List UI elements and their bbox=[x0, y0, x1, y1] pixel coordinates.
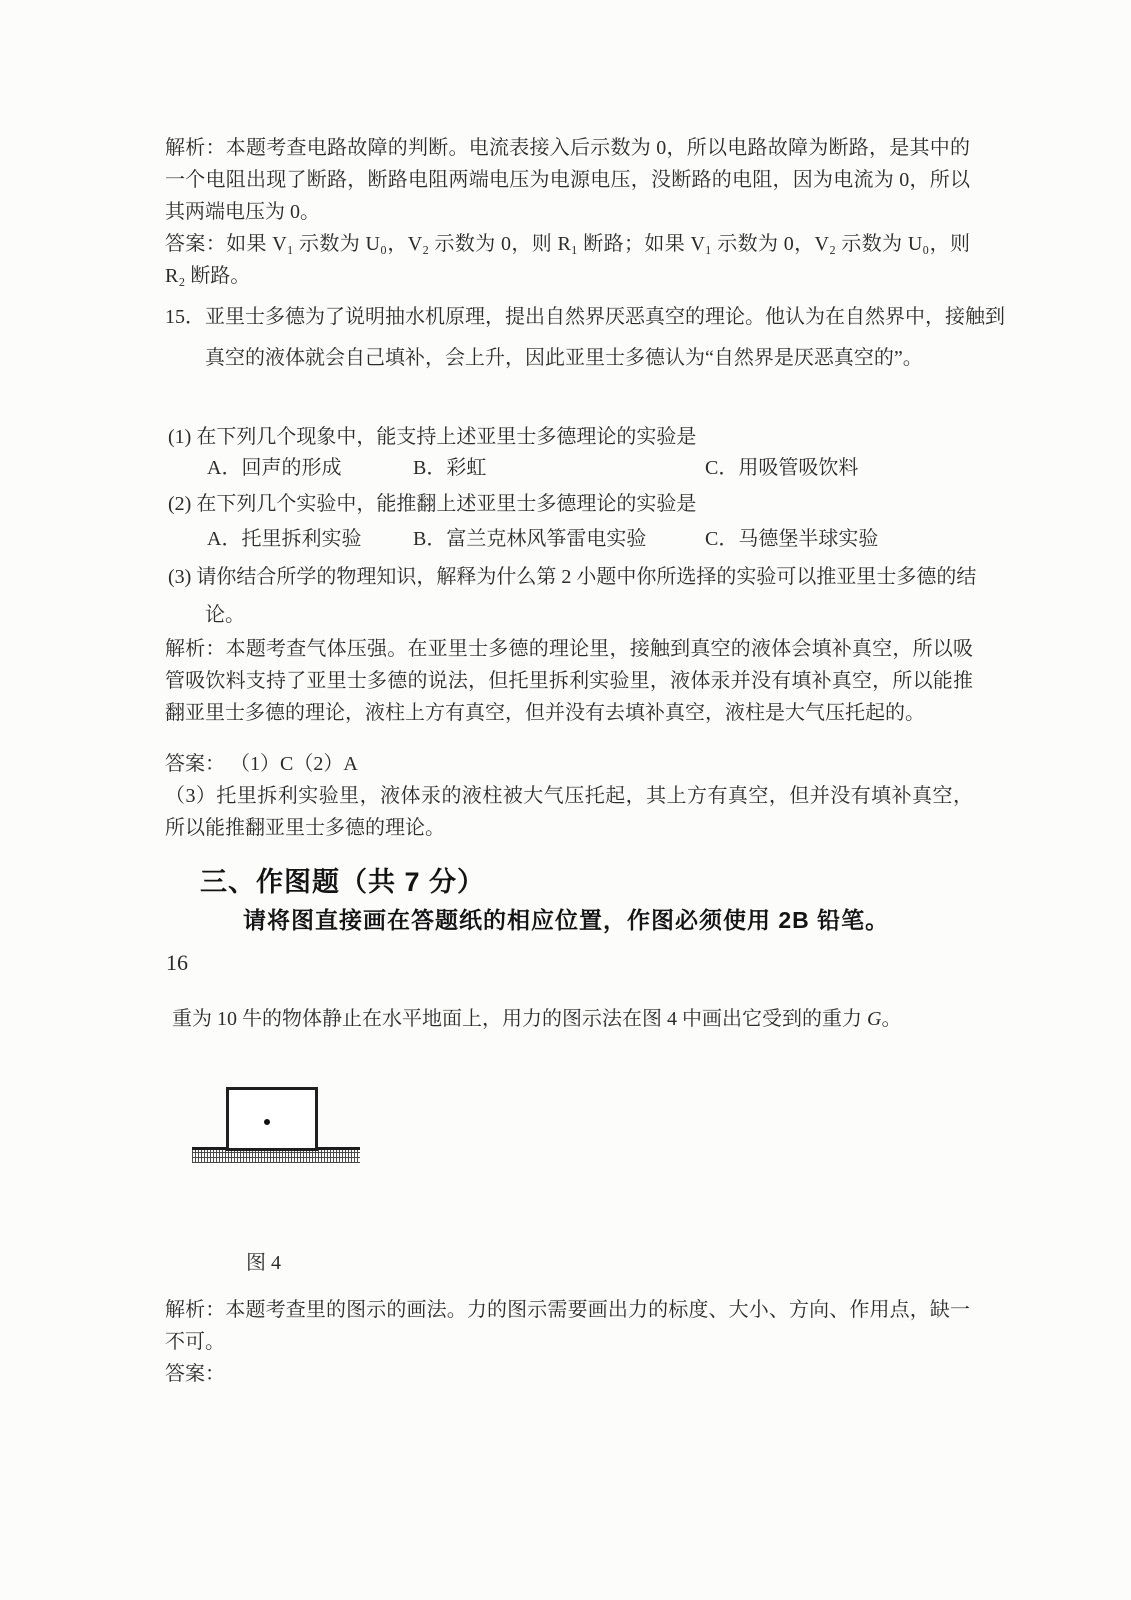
q16-solution-block bbox=[165, 1294, 970, 1390]
option-c: C．用吸管吸饮料 bbox=[705, 457, 859, 479]
question-15-sub1: (1) 在下列几个现象中，能支持上述亚里士多德理论的实验是 bbox=[168, 426, 697, 448]
option-a: A．回声的形成 bbox=[207, 457, 342, 479]
option-a: A．托里拆利实验 bbox=[207, 528, 362, 550]
option-b: B．富兰克林风筝雷电实验 bbox=[413, 528, 647, 550]
q16-answer-label: 答案： bbox=[165, 1363, 225, 1385]
question-15-number: 15． bbox=[165, 306, 205, 328]
option-b: B．彩虹 bbox=[413, 457, 487, 479]
question-15-stem: 亚里士多德为了说明抽水机原理，提出自然界厌恶真空的理论。他认为在自然界中，接触到真空的液体就会自己填补，会上升，因此亚里士多德认为“自然界是厌恶真空的”。 bbox=[205, 306, 1005, 369]
section-heading: 三、作图题（共 7 分） bbox=[200, 867, 486, 897]
figure-object-box bbox=[226, 1087, 318, 1151]
question-16-stem-end: 。 bbox=[881, 1008, 902, 1030]
question-15-sub2-options bbox=[165, 522, 975, 552]
q15-answer-line2: （3）托里拆利实验里，液体汞的液柱被大气压托起，其上方有真空，但并没有填补真空，所以能推翻亚里士多德的理论。 bbox=[165, 785, 973, 839]
question-15-sub3: (3) 请你结合所学的物理知识，解释为什么第 2 小题中你所选择的实验可以推亚里士多德的结论。 bbox=[168, 566, 977, 626]
gravity-symbol: G bbox=[867, 1008, 882, 1030]
q16-analysis-paragraph: 解析：本题考查里的图示的画法。力的图示需要画出力的标度、大小、方向、作用点，缺一不可。 bbox=[165, 1299, 970, 1353]
figure-caption: 图 4 bbox=[246, 1252, 281, 1274]
figure-center-of-gravity-dot bbox=[264, 1119, 270, 1125]
option-c: C．马德堡半球实验 bbox=[705, 528, 879, 550]
section-instruction: 请将图直接画在答题纸的相应位置，作图必须使用 2B 铅笔。 bbox=[243, 907, 890, 933]
question-16-stem bbox=[172, 1002, 972, 1031]
question-16-stem-text: 重为 10 牛的物体静止在水平地面上，用力的图示法在图 4 中画出它受到的重力 bbox=[172, 1008, 867, 1030]
question-15-sub1-options bbox=[165, 451, 975, 481]
q14-analysis-paragraph: 解析：本题考查电路故障的判断。电流表接入后示数为 0，所以电路故障为断路，是其中的一个电阻出现了断路，断路电阻两端电压为电源电压，没断路的电阻，因为电流为 0，所以其两端电压为 0。 bbox=[165, 137, 970, 223]
q14-solution-block bbox=[165, 132, 990, 292]
q15-answer-line1: 答案： （1）C（2）A bbox=[165, 753, 358, 775]
q15-answer-block bbox=[165, 748, 973, 844]
question-16-number: 16 bbox=[166, 950, 188, 975]
q15-analysis-paragraph: 解析：本题考查气体压强。在亚里士多德的理论里，接触到真空的液体会填补真空，所以吸管吸饮料支持了亚里士多德的说法，但托里拆利实验里，液体汞并没有填补真空，所以能推翻亚里士多德的理论，液柱上方有真空，但并没有去填补真空，液柱是大气压托起的。 bbox=[165, 638, 973, 724]
question-15 bbox=[165, 297, 1017, 379]
question-15-sub2: (2) 在下列几个实验中，能推翻上述亚里士多德理论的实验是 bbox=[168, 493, 697, 515]
q14-answer-paragraph: 答案：如果 V₁ 示数为 U₀，V₂ 示数为 0，则 R₁ 断路；如果 V₁ 示数为 0，V₂ 示数为 U₀，则 R₂ 断路。 bbox=[165, 233, 990, 287]
